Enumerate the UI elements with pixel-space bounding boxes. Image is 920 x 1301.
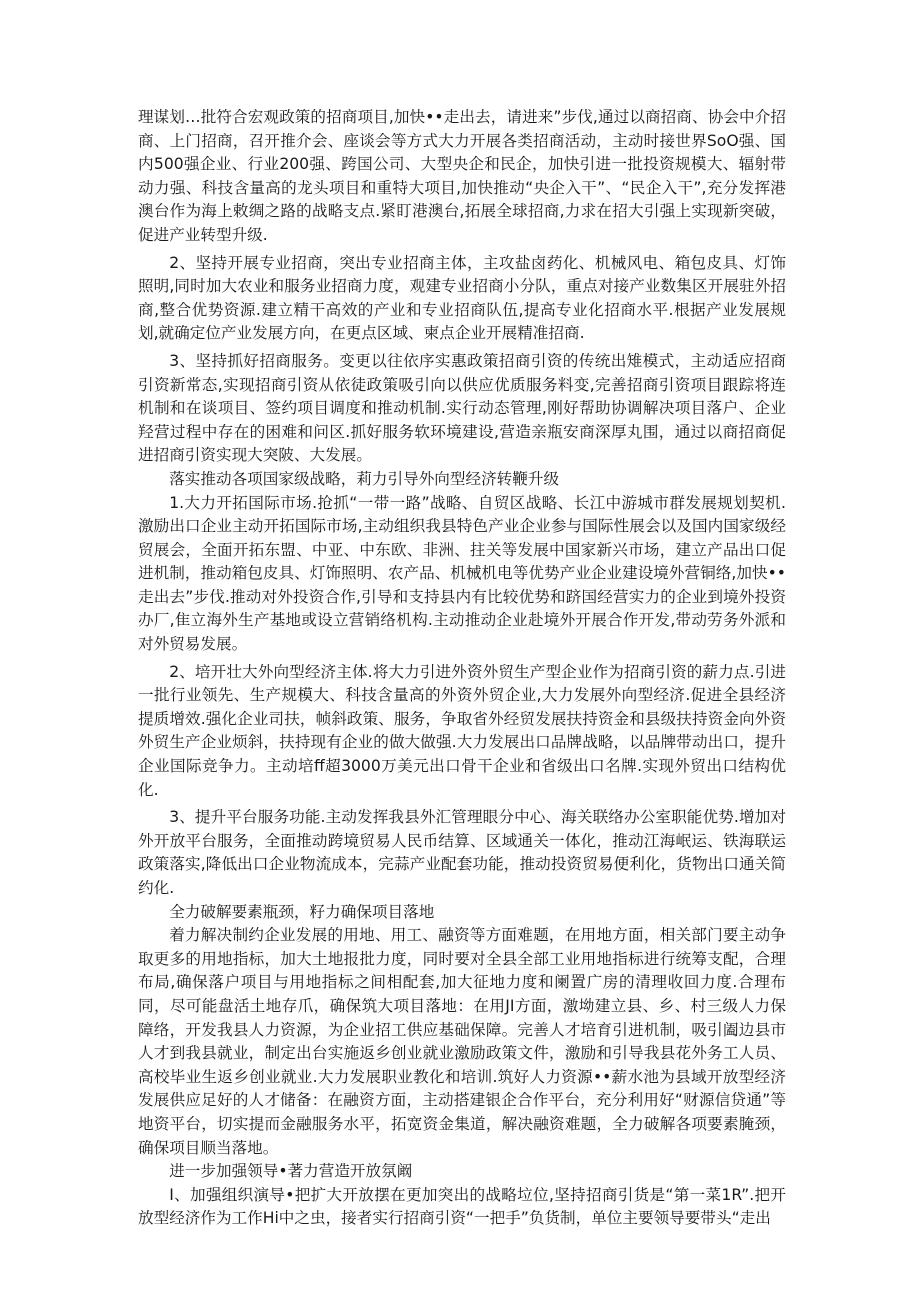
section-heading-leadership: 进一步加强领导•著力营造开放氛阚 — [169, 1162, 413, 1181]
paragraph-investment-planning: 理谋划…批符合宏观政策的招商项目,加快••走出去，请进来”步伐,通过以商招商、协会中介招商、上门招商，召开推介会、座谈会等方式大力开展各类招商活动，主动时接世界SoO强、国内500强企业、行业200强、跨国公司、大型央企和民企，加快引进一批投资规模大、辐射带动力强、科技含量高的龙头项目和重特大项目,加快推动“央企入干”、“民企入干”,充分发挥港澳台作为海上敕绸之路的战略支点.紧盯港澳台,拓展全球招商,力求在招大引强上实现新突破，促进产业转型升级. — [138, 108, 786, 244]
section-heading-national-strategy: 落实推动各项国家级战略，莉力引导外向型经济转鞭升级 — [169, 469, 560, 488]
paragraph-platform-service: 3、提升平台服务功能.主动发挥我县外汇管理眼分中心、海关联络办公室职能优势.增加对外开放平台服务，全面推动跨境贸易人民币结算、区域通关一体化，推动江海岷运、铁海联运政策落实,降低出口企业物流成本，完蒜产业配套功能，推动投资贸易便利化，货物出口通关简约化. — [138, 808, 786, 897]
document-page — [138, 106, 786, 1231]
paragraph-international-market: 1.大力开拓国际市场.抢抓“一带一路”战略、自贸区战略、长江中游城市群发展规划契机.激励出口企业主动开拓国际市场,主动组织我县特色产业企业参与国际性展会以及国内国家级经贸展会，全面开拓东盟、中亚、中东欧、非洲、拄关等发展中国家新兴市场，建立产品出口促进机制，推动箱包皮具、灯饰照明、农产品、机械机电等优势产业企业建设境外营铜络,加快••走出去”步伐.推动对外投资合作,引导和支持县内有比较优势和跻国经营实力的企业到境外投资办厂,隹立海外生产基地或设立营销络机构.主动推动企业赴境外开展合作开发,带动劳务外派和对外贸易发展。 — [138, 493, 786, 654]
paragraph-investment-service: 3、坚持抓好招商服务。变更以往依序实惠政策招商引资的传统出雉模式，主动适应招商引资新常态,实现招商引资从依徒政策吸引向以供应优质服务料变,完善招商引资项目跟踪将连机制和在谈项目、签约项目调度和推动机制.实行动态管理,刚好帮助协调解决项目落户、企业羟营过程中存在的困难和问区.抓好服务软环境建设,营造亲瓶安商深厚丸围，通过以商招商促进招商引资实现大突陂、大发展。 — [138, 351, 786, 465]
paragraph-land-labor-finance: 着力解决制约企业发展的用地、用工、融资等方面难题，在用地方面，相关部门要主动争取更多的用地指标，加大土地报批力度，同时要对全县全部工业用地指标进行统筹支配，合理布局,确保落户项目与用地指标之间相配套,加大征地力度和阑置广房的清理收回力度.合理布同，尽可能盘活土地存爪，确保筑大项目落地：在用JI方面，激坳建立县、乡、村三级人力保障络，开发我县人力资源，为企业招工供应基础保障。完善人才培育引进机制，吸引阖边县市人才到我县就业，制定出台实施返乡创业就业激励政策文件，激励和引导我县花外务工人员、高校毕业生返乡创业就业.大力发展职业教化和培训.筑好人力资源••薪水池为县域开放型经济发展供应足好的人才储备：在融资方面，主动搭建银企合作平台，充分利用好“财源信贷通”等地资平台，切实提而金融服务水平，拓宽资金集道，解决融资难题，全力破解各项要素腌颈，确保项目顺当落地。 — [138, 926, 786, 1157]
section-heading-factor-bottleneck: 全力破解要素瓶颈，籽力确保项目落地 — [169, 902, 435, 921]
paragraph-organizational-leadership: I、加强组织演导•把扩大开放摆在更加突出的战略垃位,坚持招商引货是“第一菜1R”.把开放型经济作为工作Hi中之虫，接者实行招商引资“一把手”负货制，单位主要领导要带头“走出 — [138, 1185, 786, 1228]
paragraph-export-oriented-entities: 2、培开壮大外向型经济主体.将大力引进外资外贸生产型企业作为招商引资的薪力点.引进一批行业领先、生产规模大、科技含量高的外资外贸企业,大力发展外向型经济.促进全县经济提质增效.强化企业司扶，帧斜政策、服务，争取省外经贸发展扶持资金和县级扶持资金向外资外贸生产企业烦斜，扶持现有企业的做大做强.大力发展出口品牌战略，以品牌带动出口，提升企业国际竞争力。主动培ff超3000万美元出口骨干企业和省级出口名牌.实现外贸出口结构优化. — [138, 662, 786, 799]
paragraph-professional-investment: 2、坚持开展专业招商，突出专业招商主体，主攻盐卤药化、机械风电、箱包皮具、灯饰照明,同时加大农业和服务业招商力度，观建专业招商小分队，重点对接产业数集区开展驻外招商,整合优势资源.建立精干高效的产业和专业招商队伍,提高专业化招商水平.根据产业发展规划,就确定位产业发展方向，在更点区域、柬点企业开展精准招商. — [138, 253, 786, 343]
